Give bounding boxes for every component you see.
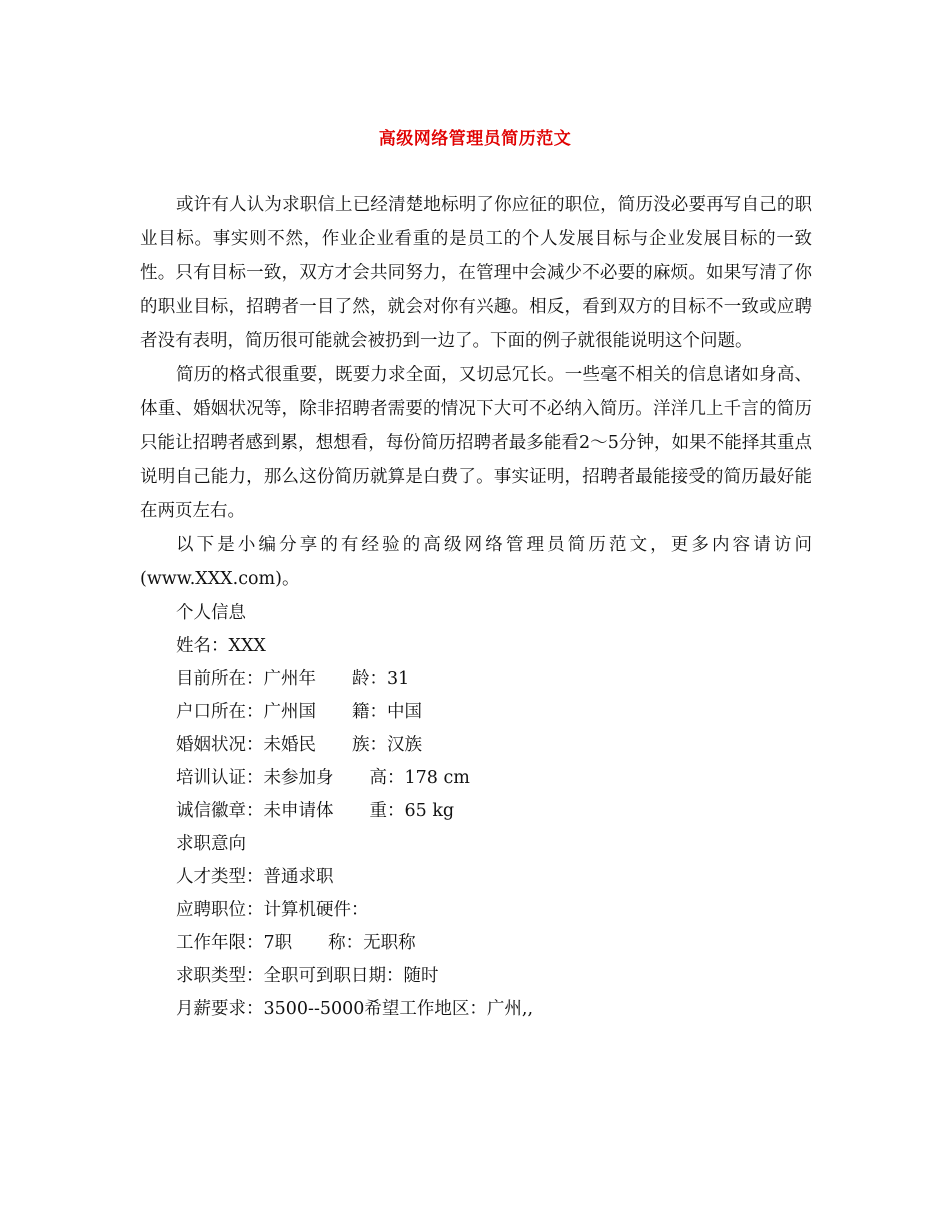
talent-type-line: 人才类型：普通求职 bbox=[176, 867, 334, 887]
hukou-label: 户口所在：广州国 bbox=[176, 702, 316, 722]
name-line: 姓名：XXX bbox=[176, 636, 266, 656]
height-value: 高：178 cm bbox=[369, 768, 470, 788]
training-height-line bbox=[140, 761, 812, 794]
hukou-nationality-line bbox=[140, 695, 812, 728]
marital-ethnicity-line bbox=[140, 728, 812, 761]
weight-value: 重：65 kg bbox=[369, 801, 455, 821]
job-type-line: 求职类型：全职可到职日期：随时 bbox=[176, 966, 439, 986]
document-body bbox=[140, 188, 812, 1025]
intro-paragraph-2: 简历的格式很重要，既要力求全面，又切忌冗长。一些毫不相关的信息诸如身高、体重、婚姻状况等，除非招聘者需要的情况下大可不必纳入简历。洋洋几上千言的简历只能让招聘者感到累，想想看，每份简历招聘者最多能看2～5分钟，如果不能择其重点说明自己能力，那么这份简历就算是白费了。事实证明，招聘者最能接受的简历最好能在两页左右。 bbox=[140, 365, 812, 521]
location-label: 目前所在：广州年 bbox=[176, 669, 316, 689]
intro-paragraph-3: 以下是小编分享的有经验的高级网络管理员简历范文，更多内容请访问(www.XXX.com)。 bbox=[140, 535, 812, 589]
nationality-value: 籍：中国 bbox=[352, 702, 422, 722]
personal-info-heading: 个人信息 bbox=[176, 603, 246, 623]
intro-paragraph-1: 或许有人认为求职信上已经清楚地标明了你应征的职位，简历没必要再写自己的职业目标。事实则不然，作业企业看重的是员工的个人发展目标与企业发展目标的一致性。只有目标一致，双方才会共同努力，在管理中会减少不必要的麻烦。如果写清了你的职业目标，招聘者一目了然，就会对你有兴趣。相反，看到双方的目标不一致或应聘者没有表明，简历很可能就会被扔到一边了。下面的例子就很能说明这个问题。 bbox=[140, 195, 812, 351]
marital-label: 婚姻状况：未婚民 bbox=[176, 735, 316, 755]
ethnicity-value: 族：汉族 bbox=[352, 735, 422, 755]
years-title-line bbox=[140, 926, 812, 959]
job-intent-heading: 求职意向 bbox=[176, 834, 246, 854]
years-label: 工作年限：7职 bbox=[176, 933, 293, 953]
document-title: 高级网络管理员简历范文 bbox=[378, 129, 572, 149]
age-value: 龄：31 bbox=[352, 669, 410, 689]
credit-label: 诚信徽章：未申请体 bbox=[176, 801, 334, 821]
salary-line: 月薪要求：3500--5000希望工作地区：广州,, bbox=[176, 999, 534, 1019]
title-value: 称：无职称 bbox=[328, 933, 416, 953]
location-age-line bbox=[140, 662, 812, 695]
position-line: 应聘职位：计算机硬件： bbox=[176, 900, 369, 920]
credit-weight-line bbox=[140, 794, 812, 827]
training-label: 培训认证：未参加身 bbox=[176, 768, 334, 788]
